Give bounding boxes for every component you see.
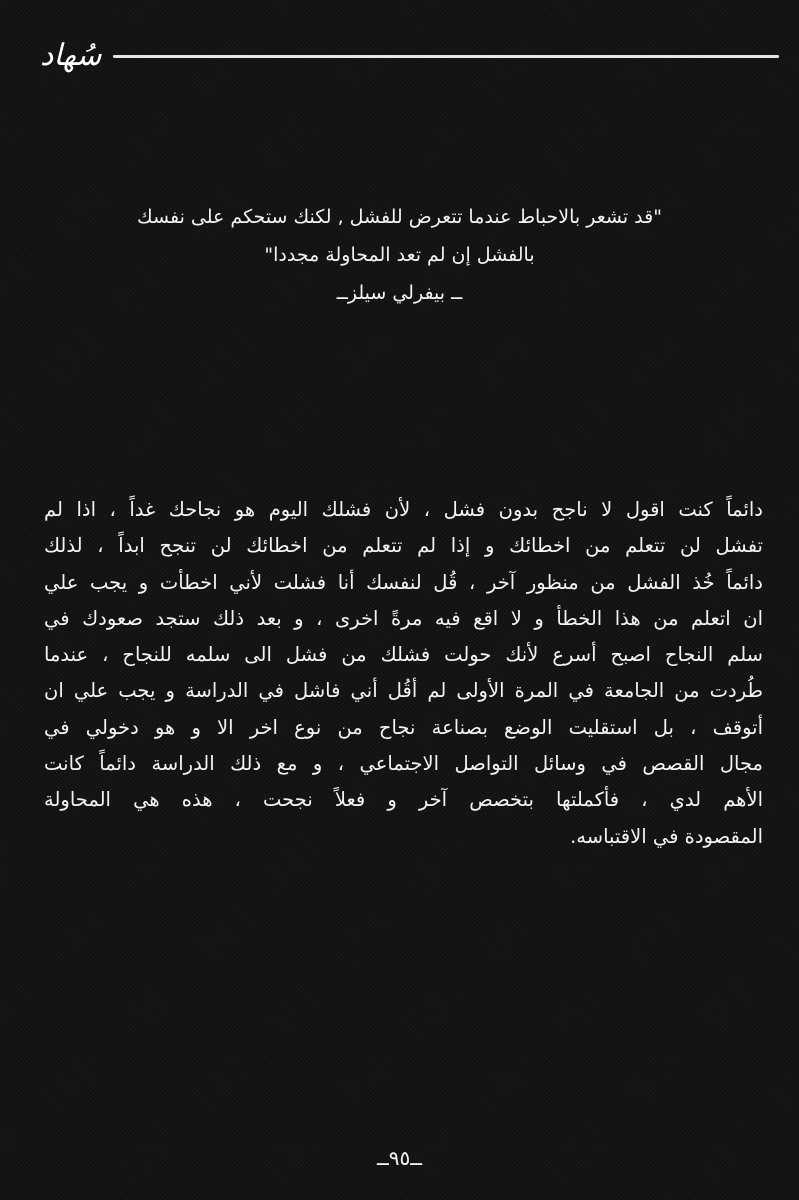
quote-line: "قد تشعر بالاحباط عندما تتعرض للفشل , لكنك ستحكم على نفسك — [137, 206, 662, 228]
epigraph-quote — [60, 198, 739, 312]
paragraph-line: ان اتعلم من هذا الخطأ و لا اقع فيه مرةً اخرى ، و بعد ذلك ستجد صعودك في — [44, 606, 763, 630]
paragraph-line: المقصودة في الاقتباسه. — [570, 824, 763, 848]
header-divider — [113, 55, 779, 58]
page-header — [40, 38, 779, 74]
paragraph-line: مجال القصص في وسائل التواصل الاجتماعي ، و مع ذلك الدراسة دائماً كانت — [44, 752, 763, 776]
paragraph-line: دائماً كنت اقول لا ناجح بدون فشل ، لأن فشلك اليوم هو نجاحك غداً ، اذا لم — [44, 498, 763, 521]
paragraph-line: الأهم لدي ، فأكملتها بتخصص آخر و فعلاً نجحت ، هذه هي المحاولة — [44, 788, 763, 812]
page-number: ــ٩٥ــ — [377, 1146, 422, 1170]
paragraph-line: طُردت من الجامعة في المرة الأولى لم أقُل أني فاشل في الدراسة و يجب علي ان — [44, 679, 763, 703]
quote-attribution: ــ بيفرلي سيلزــ — [336, 282, 463, 304]
paragraph-line: دائماً خُذ الفشل من منظور آخر ، قُل لنفسك أنا فشلت لأني اخطأت و يجب علي — [44, 570, 763, 594]
paragraph-line: سلم النجاح اصبح أسرع لأنك حولت فشلك من فشل الى سلمه للنجاح ، عندما — [44, 643, 763, 667]
quote-line: بالفشل إن لم تعد المحاولة مجددا" — [264, 244, 535, 266]
author-logo: سُهاد — [40, 38, 102, 73]
paragraph-line: تفشل لن تتعلم من اخطائك و إذا لم تتعلم من اخطائك لن تنجح ابداً ، لذلك — [44, 534, 763, 558]
paragraph-line: أتوقف ، بل استقليت الوضع بصناعة نجاح من نوع اخر الا و هو دخولي في — [44, 715, 763, 739]
body-paragraph — [44, 492, 763, 855]
